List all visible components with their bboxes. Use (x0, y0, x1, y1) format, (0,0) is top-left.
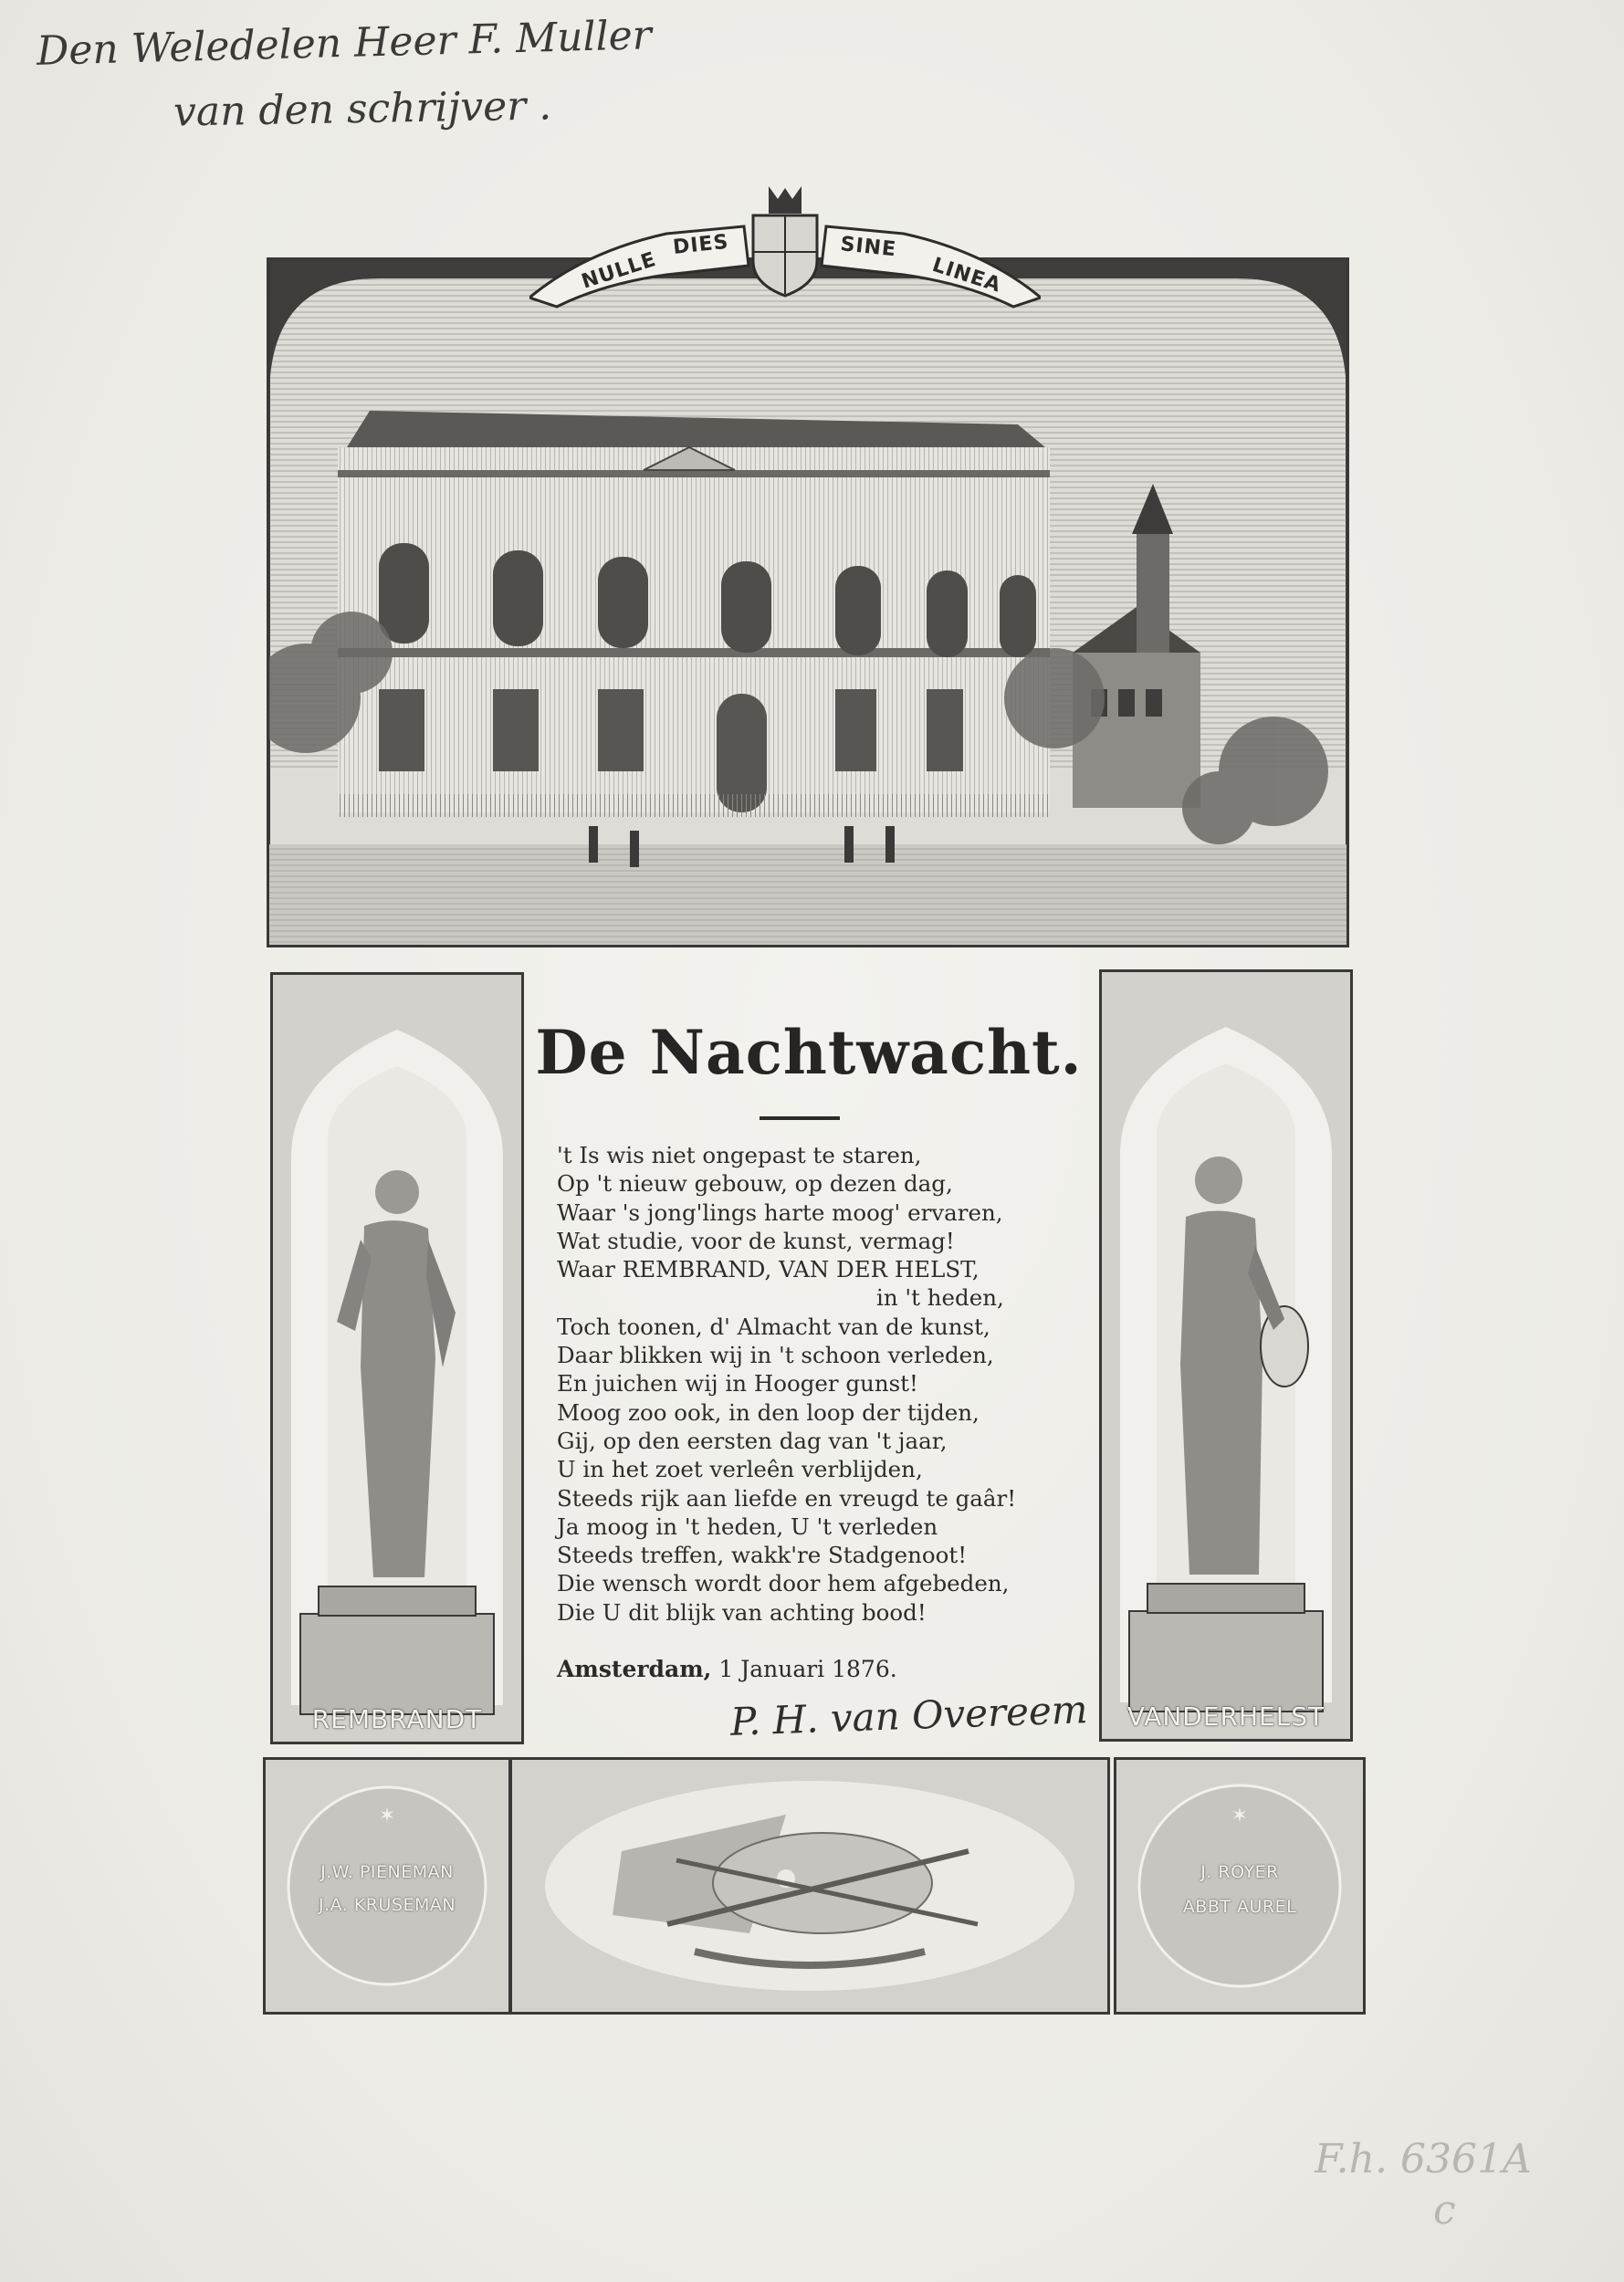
archive-mark-line-2: c (1433, 2187, 1456, 2234)
palette-and-brushes-icon (512, 1760, 1107, 2012)
poem-line: U in het zoet verleên verblijden, (557, 1456, 923, 1483)
center-emblem-panel (509, 1757, 1110, 2015)
rembrandt-statue-icon (273, 975, 521, 1742)
poem-line: 't Is wis niet ongepast te staren, (557, 1142, 922, 1168)
poem-line: Die wensch wordt door hem afgebeden, (557, 1570, 1010, 1597)
poem-line: Ja moog in 't heden, U 't verleden (557, 1513, 938, 1540)
poem-line: Steeds rijk aan liefde en vreugd te gaâr! (557, 1484, 1017, 1512)
dedication-line-2: van den schrijver . (173, 82, 552, 136)
medallion-icon (1116, 1760, 1363, 2012)
left-medallion-line-1: J.W. PIENEMAN (320, 1862, 454, 1882)
motto-word-4: LINEA (929, 253, 1004, 298)
poem-title: De Nachtwacht. (535, 1017, 1083, 1088)
museum-building-engraving-icon (269, 260, 1346, 945)
archive-mark-line-1: F.h. 6361A (1315, 2136, 1532, 2183)
vanderhelst-name-label: VANDERHELST (1126, 1701, 1325, 1732)
motto-banner (529, 179, 1041, 316)
handwritten-dedication (37, 13, 785, 150)
vanderhelst-statue-panel (1099, 969, 1353, 1742)
poem-line: Moog zoo ook, in den loop der tijden, (557, 1398, 980, 1426)
medallion-icon (266, 1760, 508, 2012)
poem-line: Daar blikken wij in 't schoon verleden, (557, 1342, 994, 1369)
poem-line: Wat studie, voor de kunst, vermag! (557, 1227, 955, 1254)
motto-word-1: NULLE (579, 247, 660, 294)
poem-line: Waar 's jong'lings harte moog' ervaren, (557, 1199, 1003, 1226)
svg-text:✶: ✶ (378, 1805, 396, 1827)
poem-line: in 't heden, (876, 1284, 1004, 1312)
left-medallion-panel (263, 1757, 511, 2015)
poem-line: Waar REMBRAND, VAN DER HELST, (557, 1256, 980, 1283)
poem-line: Steeds treffen, wakk're Stadgenoot! (557, 1542, 968, 1569)
poem-dateline (557, 1656, 897, 1682)
author-signature: P. H. van Overeem (729, 1687, 1089, 1744)
archive-catalog-mark (1315, 2136, 1588, 2245)
vanderhelst-statue-icon (1102, 972, 1350, 1739)
motto-word-2: DIES (672, 230, 730, 259)
right-medallion-line-1: J. ROYER (1200, 1862, 1279, 1882)
right-medallion-line-2: ABBT AUREL (1182, 1897, 1297, 1917)
rembrandt-statue-panel (270, 972, 524, 1744)
poem-verse (557, 1141, 1068, 1627)
poem-line: En juichen wij in Hooger gunst! (557, 1370, 918, 1397)
left-medallion-line-2: J.A. KRUSEMAN (318, 1895, 456, 1915)
rembrandt-name-label: REMBRANDT (311, 1704, 483, 1734)
right-medallion-panel (1114, 1757, 1366, 2015)
poem-line: Die U dit blijk van achting bood! (557, 1598, 927, 1626)
building-engraving (267, 257, 1349, 947)
title-divider (760, 1116, 840, 1120)
poem-block (529, 995, 1088, 1743)
dedication-line-1: Den Weledelen Heer F. Muller (36, 12, 653, 75)
poem-line: Op 't nieuw gebouw, op dezen dag, (557, 1170, 953, 1198)
poem-line: Toch toonen, d' Almacht van de kunst, (557, 1313, 990, 1340)
dateline-city: Amsterdam, (557, 1656, 712, 1682)
svg-text:✶: ✶ (1231, 1805, 1249, 1827)
dateline-date: 1 Januari 1876. (718, 1656, 897, 1682)
poem-line: Gij, op den eersten dag van 't jaar, (557, 1427, 948, 1454)
motto-word-3: SINE (839, 233, 898, 262)
